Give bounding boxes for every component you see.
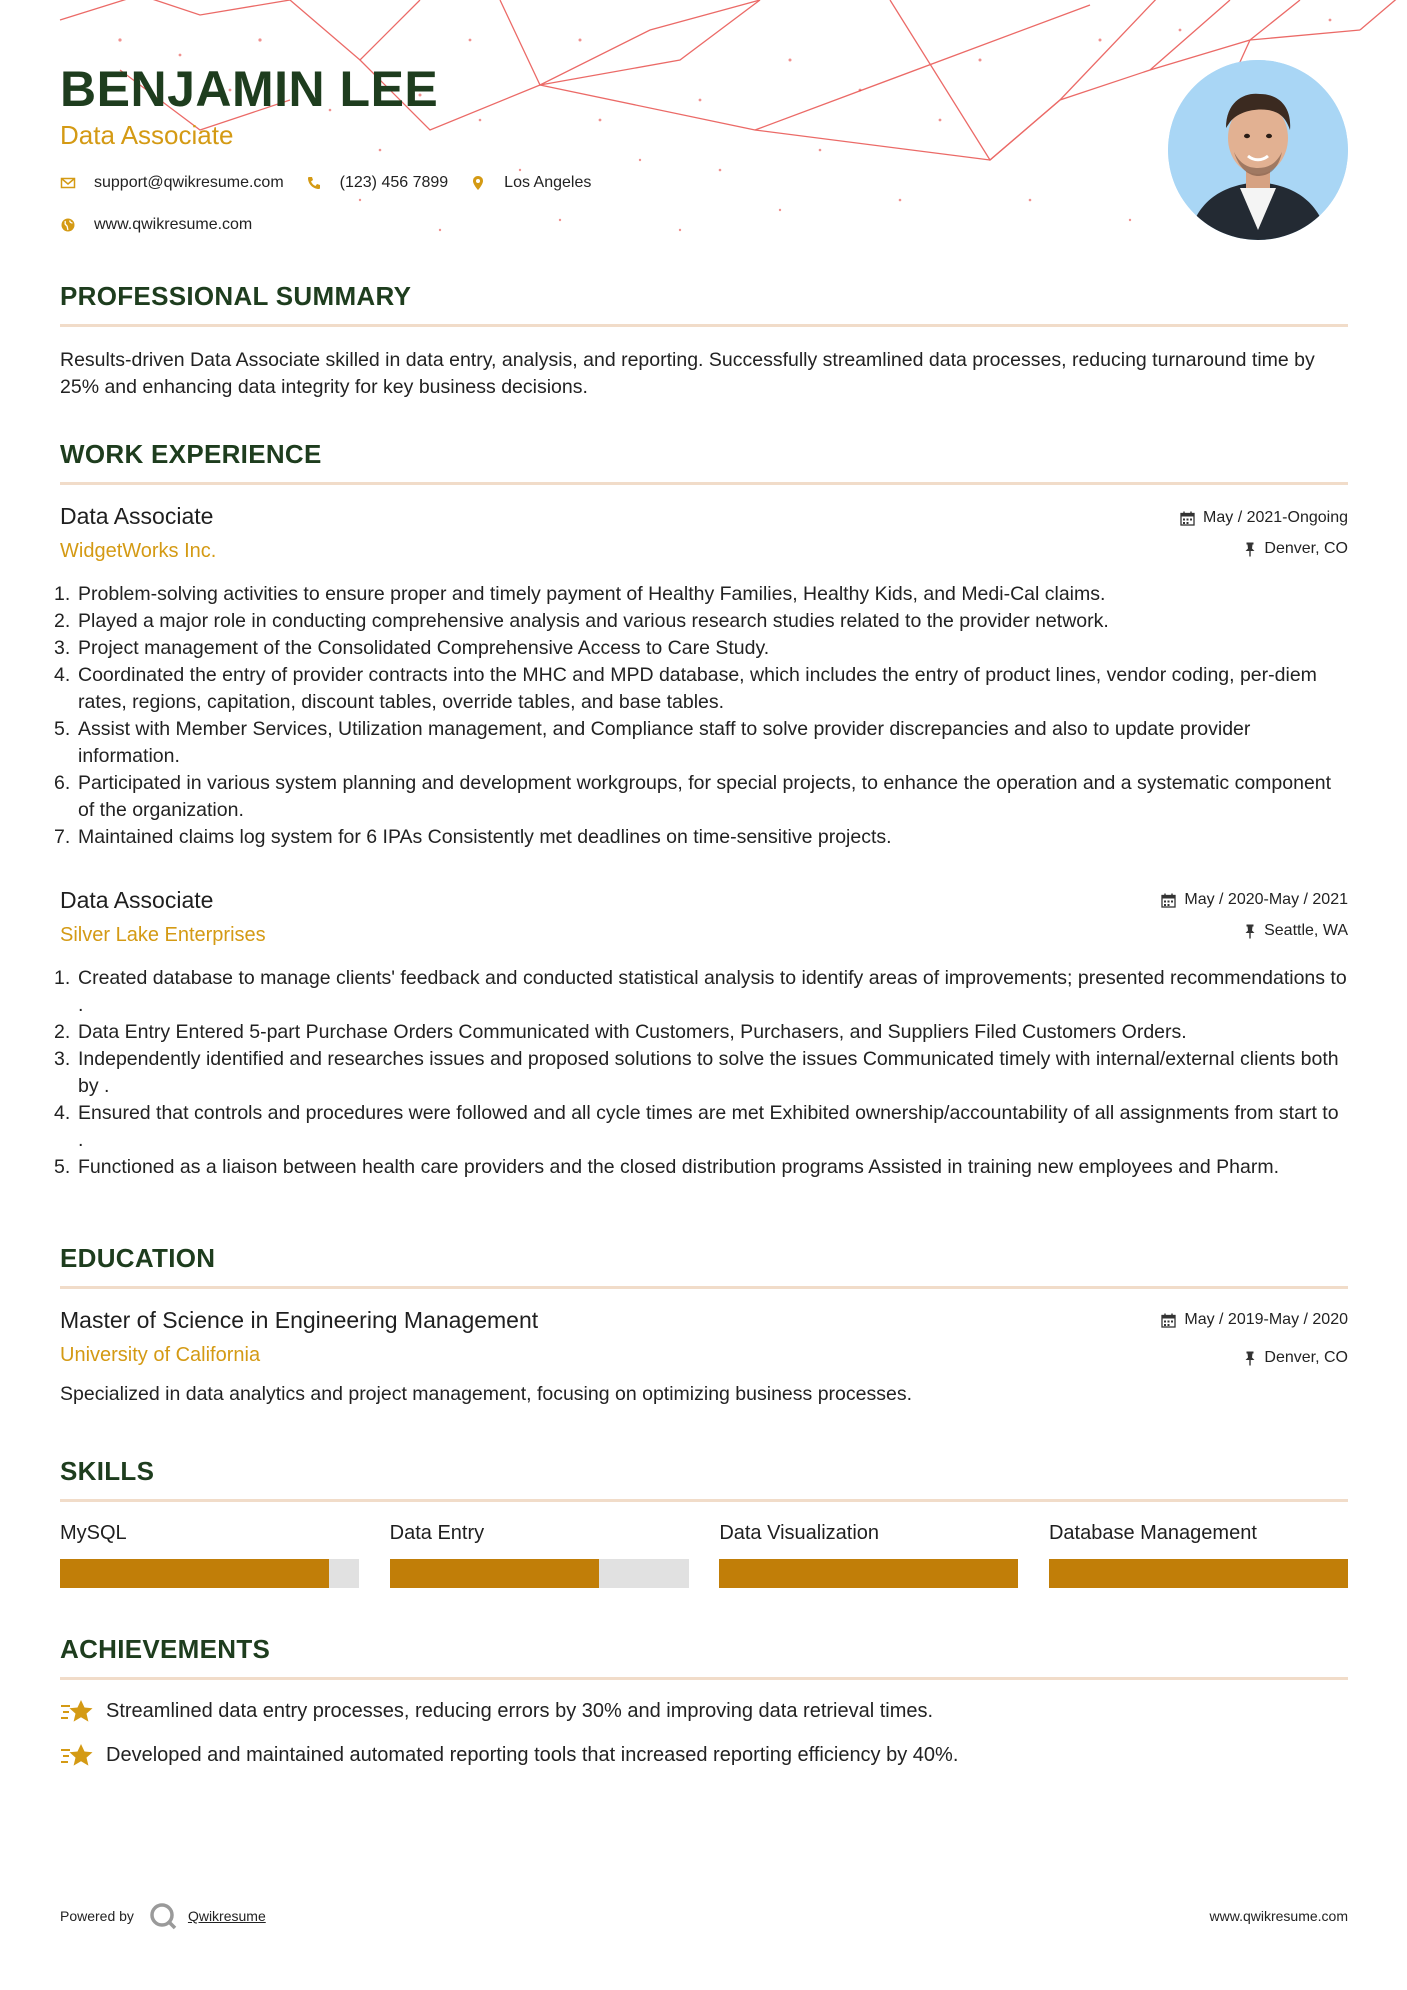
achievements-heading: ACHIEVEMENTS <box>60 1634 271 1664</box>
job-bullets <box>60 581 1348 851</box>
achievement-text: Developed and maintained automated reporting tools that increased reporting efficiency by 40%. <box>106 1743 959 1766</box>
email-text: support@qwikresume.com <box>94 174 284 191</box>
avatar-illustration <box>1168 60 1348 240</box>
job-entry <box>60 503 1348 851</box>
bullet-item: Coordinated the entry of provider contracts into the MHC and MPD database, which includes the entry of product lines, vendor coding, per-diem rates, regions, capitation, discount tables, override tables, and base tables. <box>78 664 1317 713</box>
qwikresume-logo-icon <box>148 1901 178 1931</box>
achievement-item <box>60 1740 1348 1770</box>
education-section <box>60 1243 1348 1408</box>
profile-photo <box>1168 60 1348 240</box>
skills-heading: SKILLS <box>60 1456 155 1486</box>
qwikresume-link[interactable]: Qwikresume <box>187 1908 266 1924</box>
job-dates <box>1180 507 1348 529</box>
section-divider <box>60 1677 1348 1680</box>
contact-location <box>470 174 591 192</box>
achievements-section <box>60 1634 1348 1770</box>
website-text: www.qwikresume.com <box>94 216 253 233</box>
job-title: Data Associate <box>60 503 214 529</box>
skill-item <box>60 1522 359 1588</box>
contact-row-primary <box>60 174 613 192</box>
education-entry <box>60 1307 1348 1408</box>
contact-email[interactable] <box>60 174 284 192</box>
job-location-text: Seattle, WA <box>1264 922 1348 939</box>
job-dates-text: May / 2021-Ongoing <box>1203 509 1348 526</box>
skill-bar-fill <box>60 1559 329 1588</box>
star-icon <box>60 1697 94 1725</box>
bullet-item: Independently identified and researches issues and proposed solutions to solve the issues Communicated timely with internal/external clients both by . <box>78 1048 1339 1097</box>
phone-icon <box>306 175 322 191</box>
skill-bar-fill <box>390 1559 599 1588</box>
globe-icon <box>60 217 76 233</box>
skill-name: Data Visualization <box>719 1522 880 1544</box>
skills-section <box>60 1456 1348 1588</box>
bullet-item: Project management of the Consolidated Comprehensive Access to Care Study. <box>78 637 770 659</box>
bullet-item: Assist with Member Services, Utilization management, and Compliance staff to solve provider discrepancies and also to update provider information. <box>78 718 1251 767</box>
skill-bar <box>719 1559 1018 1588</box>
skill-bar-fill <box>1049 1559 1348 1588</box>
footer-url[interactable]: www.qwikresume.com <box>1209 1908 1348 1924</box>
star-icon <box>60 1741 94 1769</box>
section-divider <box>60 324 1348 327</box>
pushpin-icon <box>1244 542 1256 557</box>
job-dates-text: May / 2020-May / 2021 <box>1184 891 1348 908</box>
powered-by-label: Powered by <box>60 1908 134 1924</box>
summary-section <box>60 281 1348 401</box>
bullet-item: Maintained claims log system for 6 IPAs Consistently met deadlines on time-sensitive projects. <box>78 826 892 848</box>
education-meta <box>1161 1309 1348 1369</box>
skill-bar <box>60 1559 359 1588</box>
summary-text: Results-driven Data Associate skilled in data entry, analysis, and reporting. Successfully streamlined data processes, reducing turnaround time by 25% and enhancing data integrity for key business decisions. <box>60 349 1315 398</box>
contact-row-secondary <box>60 216 274 234</box>
section-divider <box>60 482 1348 485</box>
education-heading: EDUCATION <box>60 1243 216 1273</box>
skill-bar-fill <box>719 1559 1018 1588</box>
candidate-name: BENJAMIN LEE <box>60 61 439 117</box>
bullet-item: Played a major role in conducting comprehensive analysis and various research studies related to the provider network. <box>78 610 1109 632</box>
achievements-list <box>60 1696 1348 1770</box>
pushpin-icon <box>1244 924 1256 939</box>
skills-list <box>60 1522 1348 1588</box>
resume-header <box>60 0 1348 255</box>
job-location-text: Denver, CO <box>1264 540 1348 557</box>
candidate-role: Data Associate <box>60 120 234 150</box>
job-meta <box>1180 507 1348 560</box>
bullet-item: Participated in various system planning and development workgroups, for special projects, to enhance the operation and a systematic component of the organization. <box>78 772 1332 821</box>
section-divider <box>60 1499 1348 1502</box>
skill-bar <box>390 1559 689 1588</box>
education-dates <box>1161 1309 1348 1331</box>
school-name: University of California <box>60 1344 261 1366</box>
achievement-item <box>60 1696 1348 1726</box>
experience-section <box>60 439 1348 1181</box>
degree-title: Master of Science in Engineering Management <box>60 1307 539 1333</box>
job-entry <box>60 887 1348 1181</box>
job-company: Silver Lake Enterprises <box>60 924 266 946</box>
bullet-item: Created database to manage clients' feedback and conducted statistical analysis to identify areas of improvements; presented recommendations to . <box>78 967 1347 1016</box>
bullet-item: Problem-solving activities to ensure proper and timely payment of Healthy Families, Healthy Kids, and Medi-Cal claims. <box>78 583 1106 605</box>
contact-phone[interactable] <box>306 174 449 192</box>
achievement-text: Streamlined data entry processes, reducing errors by 30% and improving data retrieval times. <box>106 1699 934 1722</box>
bullet-item: Functioned as a liaison between health care providers and the closed distribution programs Assisted in training new employees and Pharm. <box>78 1156 1280 1178</box>
calendar-icon <box>1180 511 1195 526</box>
calendar-icon <box>1161 893 1176 908</box>
calendar-icon <box>1161 1313 1176 1328</box>
education-dates-text: May / 2019-May / 2020 <box>1184 1311 1348 1328</box>
page-footer <box>60 1898 1348 1934</box>
job-dates <box>1161 889 1348 911</box>
education-location-text: Denver, CO <box>1264 1349 1348 1366</box>
job-location <box>1180 538 1348 560</box>
skill-item <box>390 1522 689 1588</box>
skill-name: MySQL <box>60 1522 127 1544</box>
experience-heading: WORK EXPERIENCE <box>60 439 322 469</box>
job-title: Data Associate <box>60 887 214 913</box>
contact-website[interactable] <box>60 216 252 234</box>
job-location <box>1161 920 1348 942</box>
bullet-item: Ensured that controls and procedures were followed and all cycle times are met Exhibited ownership/accountability of all assignments from start to . <box>78 1102 1339 1151</box>
bullet-item: Data Entry Entered 5-part Purchase Orders Communicated with Customers, Purchasers, and Suppliers Filed Customers Orders. <box>78 1021 1187 1043</box>
map-pin-icon <box>470 175 486 191</box>
skill-name: Data Entry <box>389 1522 485 1544</box>
skill-item <box>719 1522 1018 1588</box>
pushpin-icon <box>1244 1351 1256 1366</box>
summary-heading: PROFESSIONAL SUMMARY <box>60 281 412 311</box>
location-text: Los Angeles <box>504 174 592 191</box>
education-description: Specialized in data analytics and project management, focusing on optimizing business processes. <box>60 1383 912 1405</box>
phone-text: (123) 456 7899 <box>339 174 449 191</box>
job-bullets <box>60 965 1348 1181</box>
section-divider <box>60 1286 1348 1289</box>
envelope-icon <box>60 175 76 191</box>
skill-name: Database Management <box>1048 1522 1257 1544</box>
skill-bar <box>1049 1559 1348 1588</box>
powered-by <box>60 1901 266 1931</box>
job-company: WidgetWorks Inc. <box>60 540 217 562</box>
job-meta <box>1161 889 1348 942</box>
education-location <box>1161 1347 1348 1369</box>
skill-item <box>1049 1522 1348 1588</box>
